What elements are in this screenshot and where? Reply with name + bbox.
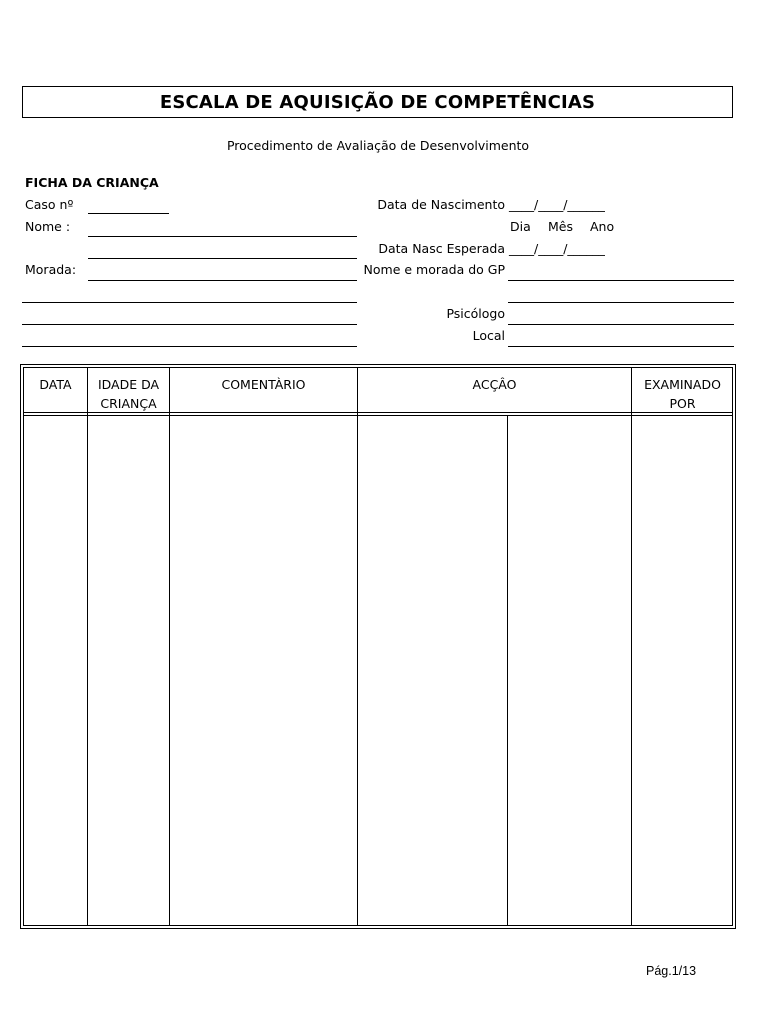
morada-field-line3[interactable] xyxy=(22,324,357,325)
col-header-accao: ACÇÂO xyxy=(472,377,517,392)
column-divider-data xyxy=(87,367,88,926)
section-title-ficha: FICHA DA CRIANÇA xyxy=(25,175,159,190)
psicologo-label: Psicólogo xyxy=(446,306,505,321)
ano-label: Ano xyxy=(590,219,615,234)
col-header-examinado-line1: EXAMINADO xyxy=(644,377,721,392)
morada-field[interactable] xyxy=(88,280,357,281)
document-title xyxy=(22,86,733,118)
mes-label: Mês xyxy=(548,219,573,234)
column-divider-comentario xyxy=(357,367,358,926)
caso-field[interactable] xyxy=(88,213,169,214)
caso-label: Caso nº xyxy=(25,197,74,212)
column-divider-accao xyxy=(507,416,508,926)
column-divider-examinado xyxy=(631,367,632,926)
column-divider-idade xyxy=(169,367,170,926)
document-subtitle: Procedimento de Avaliação de Desenvolvimento xyxy=(226,138,530,153)
assessment-table xyxy=(23,367,733,926)
data-nascimento-field[interactable]: ____/____/______ xyxy=(509,197,605,212)
col-header-idade-line2: CRIANÇA xyxy=(100,396,157,411)
page-number: Pág.1/13 xyxy=(646,964,697,978)
col-header-comentario: COMENTÀRIO xyxy=(221,377,306,392)
local-field[interactable] xyxy=(508,346,734,347)
col-header-data: DATA xyxy=(39,377,72,392)
dia-label: Dia xyxy=(510,219,531,234)
col-header-idade-line1: IDADE DA xyxy=(97,377,160,392)
morada-field-line4[interactable] xyxy=(22,346,357,347)
col-header-idade xyxy=(88,375,169,413)
gp-label: Nome e morada do GP xyxy=(363,262,505,277)
nome-field-line2[interactable] xyxy=(88,258,357,259)
psicologo-field[interactable] xyxy=(508,324,734,325)
data-nascimento-label: Data de Nascimento xyxy=(377,197,505,212)
data-nasc-esperada-field[interactable]: ____/____/______ xyxy=(509,241,605,256)
nome-label: Nome : xyxy=(25,219,71,234)
gp-field-line2[interactable] xyxy=(508,302,734,303)
morada-field-line2[interactable] xyxy=(22,302,357,303)
data-nasc-esperada-label: Data Nasc Esperada xyxy=(378,241,505,256)
gp-field[interactable] xyxy=(508,280,734,281)
col-header-examinado-line2: POR xyxy=(669,396,696,411)
morada-label: Morada: xyxy=(25,262,77,277)
local-label: Local xyxy=(472,328,505,343)
table-header-divider-inner xyxy=(23,415,733,416)
nome-field[interactable] xyxy=(88,236,357,237)
col-header-examinado xyxy=(632,375,733,413)
document-title-text: ESCALA DE AQUISIÇÃO DE COMPETÊNCIAS xyxy=(159,91,596,113)
